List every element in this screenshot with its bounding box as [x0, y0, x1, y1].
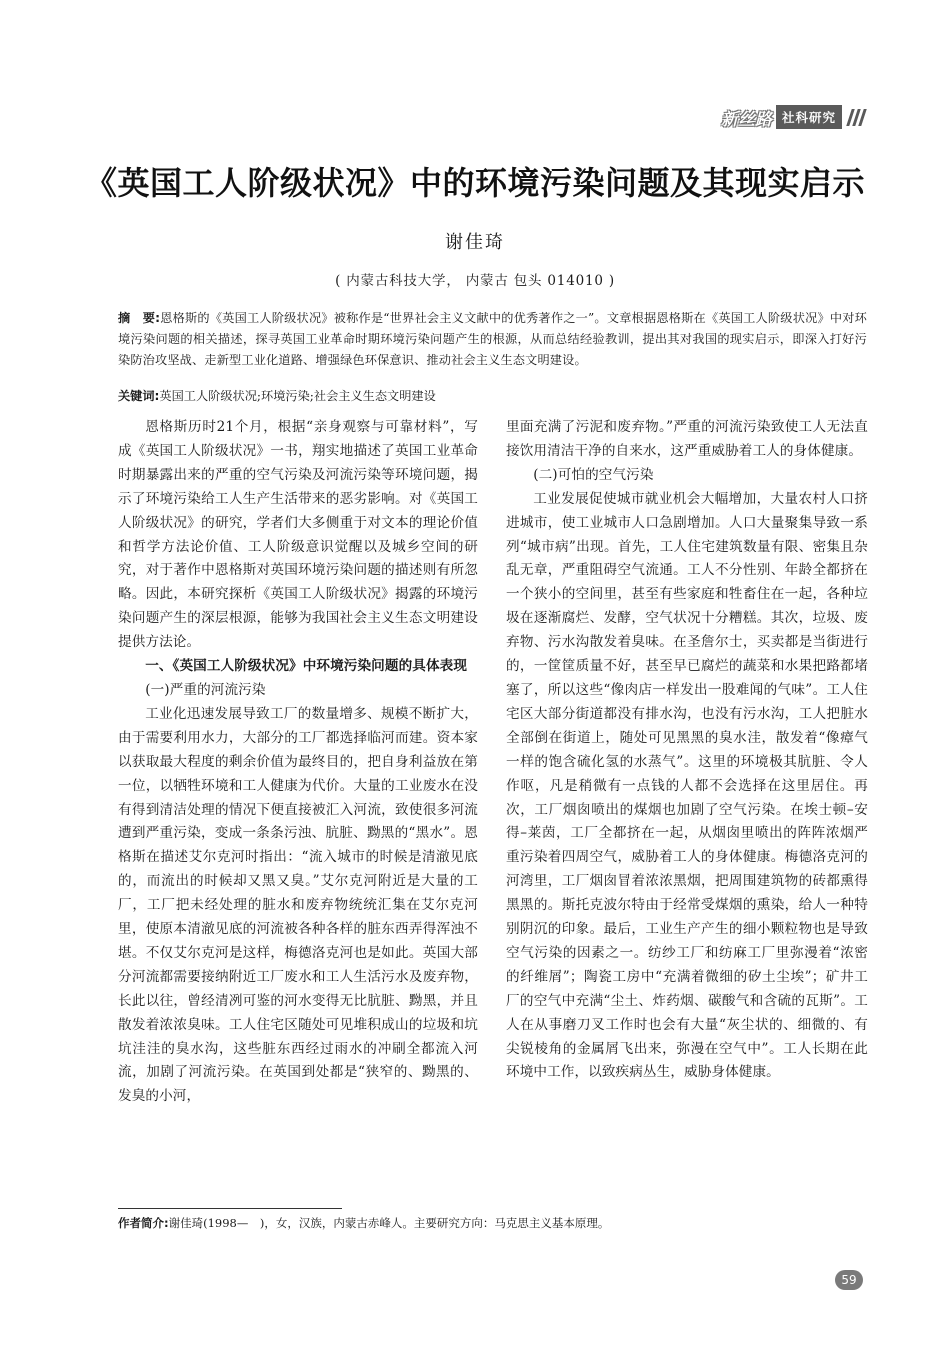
banner-decoration [846, 109, 864, 126]
keywords-label: 关键词: [118, 389, 160, 403]
abstract-text: 恩格斯的《英国工人阶级状况》被称作是“世界社会主义文献中的优秀著作之一”。文章根据恩格斯在《英国工人阶级状况》中对环境污染问题的相关描述，探寻英国工业革命时期环境污染问题产生的根源，从而总结经验教训，提出其对我国的现实启示，即深入打好污染防治攻坚战、走新型工业化道路、增强绿色环保意识、推动社会主义生态文明建设。 [118, 311, 867, 367]
air-paragraph: 工业发展促使城市就业机会大幅增加，大量农村人口挤进城市，使工业城市人口急剧增加。人口大量聚集导致一系列“城市病”出现。首先，工人住宅建筑数量有限、密集且杂乱无章，严重阻碍空气流通。工人不分性别、年龄全都挤在一个狭小的空间里，甚至有些家庭和牲畜住在一起，各种垃圾在逐渐腐烂、发酵，空气状况十分糟糕。其次，垃圾、废弃物、污水沟散发着臭味。在圣詹尔士，买卖都是当街进行的，一筐筐质量不好，甚至早已腐烂的蔬菜和水果把路都堵塞了，所以这些“像肉店一样发出一股难闻的气味”。工人住宅区大部分街道都没有排水沟，也没有污水沟，工人把脏水全部倒在街道上，随处可见黑黑的臭水洼，散发着“像瘴气一样的饱含硫化氢的水蒸气”。这里的环境极其肮脏、令人作呕，凡是稍微有一点钱的人都不会选择在这里居住。再次，工厂烟囱喷出的煤烟也加剧了空气污染。在埃士顿–安得–莱茵，工厂全都挤在一起，从烟囱里喷出的阵阵浓烟严重污染着四周空气，威胁着工人的身体健康。梅德洛克河的河湾里，工厂烟囱冒着浓浓黑烟，把周围建筑物的砖都熏得黑黑的。斯托克波尔特由于经常受煤烟的熏染，给人一种特别阴沉的印象。最后，工业生产产生的细小颗粒物也是导致空气污染的因素之一。纺纱工厂和纺麻工厂里弥漫着“浓密的纤维屑”；陶瓷工房中“充满着微细的矽土尘埃”；矿井工厂的空气中充满“尘土、炸药烟、碳酸气和含硫的瓦斯”。工人在从事磨刀叉工作时也会有大量“灰尘状的、细微的、有尖锐棱角的金属屑飞出来，弥漫在空气中”。工人长期在此环境中工作，以致疾病丛生，威胁身体健康。 [506, 490, 868, 1081]
intro-paragraph: 恩格斯历时21个月，根据“亲身观察与可靠材料”，写成《英国工人阶级状况》一书，翔实地描述了英国工业革命时期暴露出来的严重的空气污染及河流污染等环境问题，揭示了环境污染给工人生产生活带来的恶劣影响。对《英国工人阶级状况》的研究，学者们大多侧重于对文本的理论价值和哲学方法论价值、工人阶级意识觉醒以及城乡空间的研究，对于著作中恩格斯对英国环境污染问题的描述则有所忽略。因此，本研究探析《英国工人阶级状况》揭露的环境污染问题产生的深层根源，能够为我国社会主义生态文明建设提供方法论。 [118, 419, 478, 651]
author-affiliation: ( 内蒙古科技大学， 内蒙古 包头 014010 ) [335, 273, 615, 289]
section-label: 社科研究 [776, 105, 842, 129]
footnote-divider [118, 1208, 342, 1209]
article-title: 《英国工人阶级状况》中的环境污染问题及其现实启示 [84, 164, 865, 202]
keywords-text: 英国工人阶级状况;环境污染;社会主义生态文明建设 [159, 389, 436, 403]
river-paragraph: 工业化迅速发展导致工厂的数量增多、规模不断扩大，由于需要利用水力，大部分的工厂都选择临河而建。资本家以获取最大程度的剩余价值为最终目的，把自身利益放在第一位，以牺牲环境和工人健康为代价。大量的工业废水在没有得到清洁处理的情况下便直接被汇入河流，致使很多河流遭到严重污染，变成一条条污浊、肮脏、黝黑的“黑水”。恩格斯在描述艾尔克河时指出：“流入城市的时候是清澈见底的，而流出的时候却又黑又臭。”艾尔克河附近是大量的工厂，工厂把未经处理的脏水和废弃物统统汇集在艾尔克河里，使原本清澈见底的河流被各种各样的脏东西弄得浑浊不堪。不仅艾尔克河是这样，梅德洛克河也是如此。英国大部分河流都需要接纳附近工厂废水和工人生活污水及废弃物，长此以往，曾经清冽可鉴的河水变得无比肮脏、黝黑，并且散发着浓浓臭味。工人住宅区随处可见堆积成山的垃圾和坑坑洼洼的臭水沟，这些脏东西经过雨水的冲刷全都流入河流，加剧了河流污染。在英国到处都是“狭窄的、黝黑的、发臭的小河， [118, 705, 478, 1105]
left-column [118, 416, 478, 1109]
author-bio-footnote [118, 1214, 868, 1232]
journal-banner [721, 104, 864, 130]
abstract [118, 308, 867, 371]
right-column [506, 416, 868, 1085]
section-heading-1: 一、《英国工人阶级状况》中环境污染问题的具体表现 [145, 658, 468, 675]
footnote-text: 谢佳琦(1998— )，女，汉族，内蒙古赤峰人。主要研究方向：马克思主义基本原理。 [168, 1216, 610, 1230]
abstract-label: 摘 要: [118, 311, 161, 325]
footnote-label: 作者简介: [118, 1216, 169, 1230]
author-name: 谢佳琦 [445, 232, 505, 253]
keywords [118, 386, 867, 407]
river-paragraph-continued: 里面充满了污泥和废弃物。”严重的河流污染致使工人无法直接饮用清洁干净的自来水，这严重威胁着工人的身体健康。 [506, 419, 868, 459]
page-number: 59 [835, 1270, 863, 1290]
subsection-heading-air: (二)可怕的空气污染 [533, 466, 654, 483]
subsection-heading-river: (一)严重的河流污染 [145, 681, 266, 698]
journal-brand: 新丝路 [720, 109, 772, 130]
